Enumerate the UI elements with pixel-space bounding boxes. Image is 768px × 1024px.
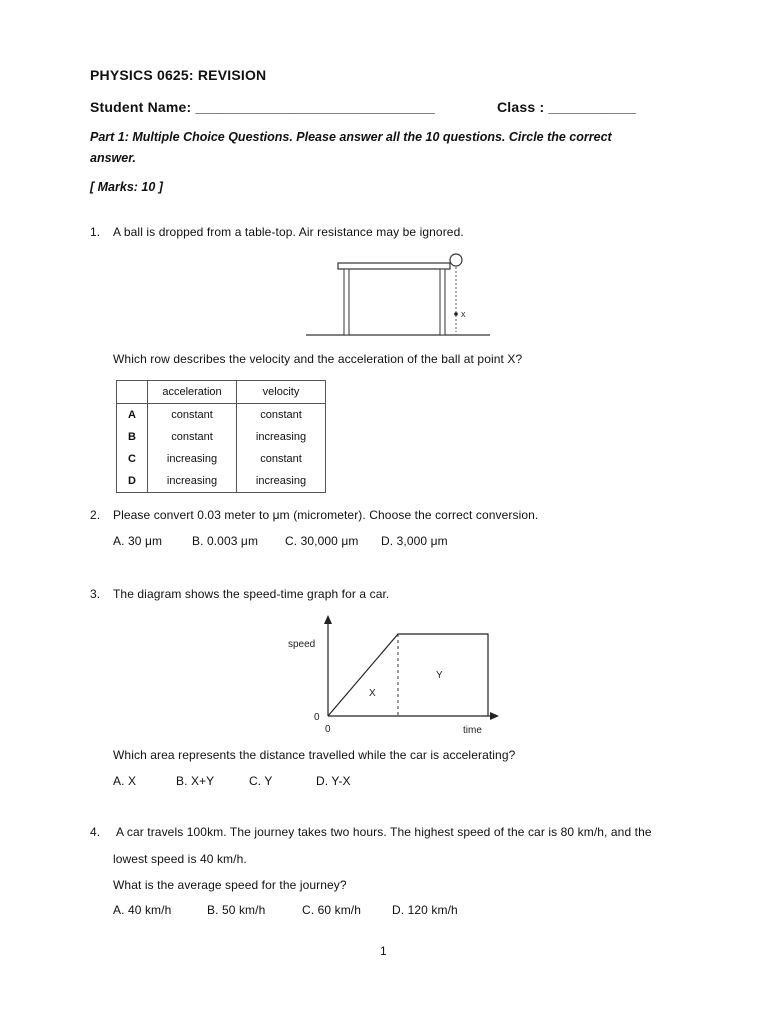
- q3-option-b: B. X+Y: [176, 774, 215, 788]
- row-velocity: constant: [237, 404, 326, 427]
- row-acceleration: increasing: [148, 470, 237, 493]
- q1-text: A ball is dropped from a table-top. Air resistance may be ignored.: [113, 225, 464, 239]
- row-label: D: [117, 470, 148, 493]
- row-velocity: increasing: [237, 426, 326, 448]
- table-ball-diagram: [300, 248, 500, 343]
- q4-option-a: A. 40 km/h: [113, 903, 172, 917]
- class-field: Class : ___________: [497, 99, 637, 115]
- row-velocity: constant: [237, 448, 326, 470]
- q4-number: 4.: [90, 825, 101, 839]
- graph-origin-x: 0: [325, 724, 331, 735]
- part-instructions-line2: answer.: [90, 151, 136, 165]
- ball-icon: [450, 254, 462, 266]
- q2-number: 2.: [90, 508, 101, 522]
- q1-answer-table: [116, 380, 326, 493]
- q2-option-d: D. 3,000 μm: [381, 534, 448, 548]
- page-number: 1: [380, 944, 387, 958]
- row-label: C: [117, 448, 148, 470]
- q4-text-line2: lowest speed is 40 km/h.: [113, 852, 247, 866]
- q2-option-b: B. 0.003 μm: [192, 534, 259, 548]
- q3-option-a: A. X: [113, 774, 137, 788]
- q3-option-c: C. Y: [249, 774, 273, 788]
- table-header-acceleration: acceleration: [148, 381, 237, 404]
- row-label: B: [117, 426, 148, 448]
- page-title: PHYSICS 0625: REVISION: [90, 67, 267, 83]
- q4-question: What is the average speed for the journey?: [113, 878, 347, 892]
- graph-xlabel: time: [463, 725, 482, 736]
- q1-number: 1.: [90, 225, 101, 239]
- region-y-label: Y: [436, 670, 443, 681]
- q2-option-a: A. 30 μm: [113, 534, 163, 548]
- student-name-field: Student Name: ______________________________: [90, 99, 436, 115]
- row-acceleration: constant: [148, 404, 237, 427]
- table-row: [117, 426, 326, 448]
- q1-question: Which row describes the velocity and the acceleration of the ball at point X?: [113, 352, 523, 366]
- region-x-label: X: [369, 688, 376, 699]
- q4-option-d: D. 120 km/h: [392, 903, 458, 917]
- table-row: [117, 404, 326, 427]
- graph-origin-y: 0: [314, 712, 320, 723]
- table-header-velocity: velocity: [237, 381, 326, 404]
- marks-label: [ Marks: 10 ]: [90, 180, 163, 194]
- part-instructions-line1: Part 1: Multiple Choice Questions. Please answer all the 10 questions. Circle the correct: [90, 130, 612, 144]
- table-row: [117, 470, 326, 493]
- q3-question: Which area represents the distance travelled while the car is accelerating?: [113, 748, 516, 762]
- q4-option-c: C. 60 km/h: [302, 903, 362, 917]
- row-acceleration: constant: [148, 426, 237, 448]
- q4-text-line1: A car travels 100km. The journey takes two hours. The highest speed of the car is 80 km/h, and the: [116, 825, 652, 839]
- row-label: A: [117, 404, 148, 427]
- graph-ylabel: speed: [288, 639, 316, 650]
- q3-number: 3.: [90, 587, 101, 601]
- point-x-label: x: [461, 309, 466, 319]
- row-acceleration: increasing: [148, 448, 237, 470]
- q3-option-d: D. Y-X: [316, 774, 351, 788]
- speed-time-graph: [282, 612, 504, 740]
- row-velocity: increasing: [237, 470, 326, 493]
- q4-option-b: B. 50 km/h: [207, 903, 266, 917]
- q2-option-c: C. 30,000 μm: [285, 534, 359, 548]
- q2-text: Please convert 0.03 meter to μm (micrometer). Choose the correct conversion.: [113, 508, 539, 522]
- q3-text: The diagram shows the speed-time graph for a car.: [113, 587, 390, 601]
- table-row: [117, 448, 326, 470]
